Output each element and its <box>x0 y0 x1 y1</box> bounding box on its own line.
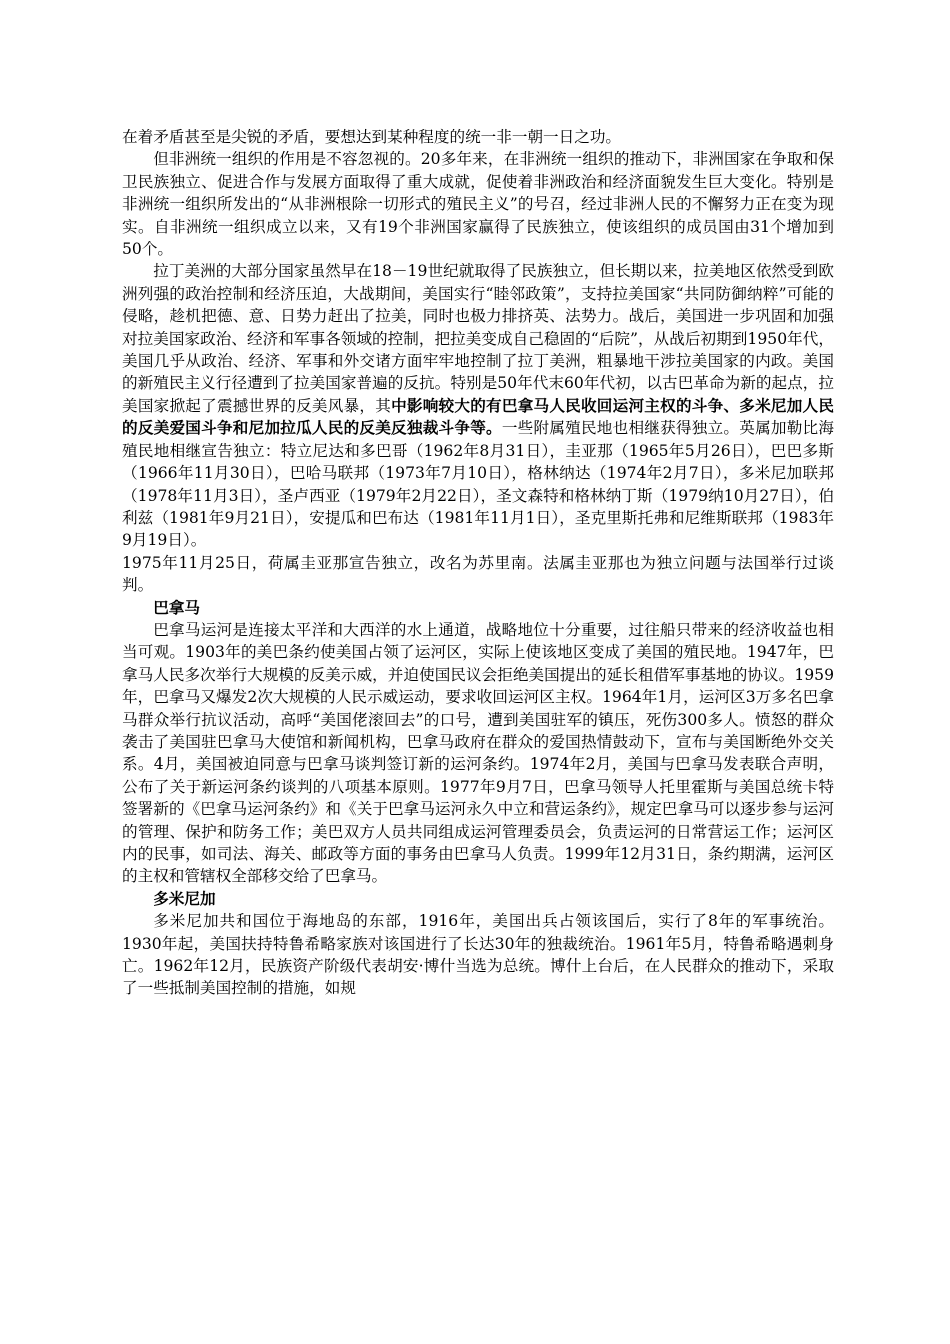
paragraph-continuation: 在着矛盾甚至是尖锐的矛盾，要想达到某种程度的统一非一朝一日之功。 <box>122 128 622 146</box>
latin-america-independence-text: 一些附属殖民地也相继获得独立。英属加勒比海殖民地相继宣告独立：特立尼达和多巴哥（1962年8月31日），圭亚那（1965年5月26日），巴巴多斯（1966年11月30日），巴哈马联邦（1973年7月10日），格林纳达（1974年2月7日），多米尼加联邦（1978年11月3日），圣卢西亚（1979年2月22日），圣文森特和格林纳丁斯（1979纳10月27日），伯利兹（1981年9月21日），安提瓜和巴布达（1981年11月1日），圣克里斯托弗和尼维斯联邦（1983年9月19日）。 <box>122 419 834 550</box>
paragraph-oau: 但非洲统一组织的作用是不容忽视的。20多年来，在非洲统一组织的推动下，非洲国家在争取和保卫民族独立、促进合作与发展方面取得了重大成就，促使着非洲政治和经济面貌发生巨大变化。特别是非洲统一组织所发出的“从非洲根除一切形式的殖民主义”的号召，经过非洲人民的不懈努力正在变为现实。自非洲统一组织成立以来，又有19个非洲国家赢得了民族独立，使该组织的成员国由31个增加到50个。 <box>122 150 834 259</box>
heading-panama: 巴拿马 <box>153 597 200 617</box>
latin-america-bold-text: 中影响较大的有巴拿马人民收回运河主权的斗争、多米尼加人民的反美爱国斗争和尼加拉瓜人民的反美反独裁斗争等。 <box>122 395 834 438</box>
paragraph-suriname: 1975年11月25日，荷属圭亚那宣告独立，改名为苏里南。法属圭亚那也为独立问题与法国举行过谈判。 <box>122 553 834 595</box>
paragraph-panama: 巴拿马运河是连接太平洋和大西洋的水上通道，战略地位十分重要，过往船只带来的经济收益也相当可观。1903年的美巴条约使美国占领了运河区，实际上使该地区变成了美国的殖民地。1947年，巴拿马人民多次举行大规模的反美示威，并迫使国民议会拒绝美国提出的延长租借军事基地的协议。1959年，巴拿马又爆发2次大规模的人民示威运动，要求收回运河区主权。1964年1月，运河区3万多名巴拿马群众举行抗议活动，高呼“美国佬滚回去”的口号，遭到美国驻军的镇压，死伤300多人。愤怒的群众袭击了美国驻巴拿马大使馆和新闻机构，巴拿马政府在群众的爱国热情鼓动下，宣布与美国断绝外交关系。4月，美国被迫同意与巴拿马谈判签订新的运河条约。1974年2月，美国与巴拿马发表联合声明，公布了关于新运河条约谈判的八项基本原则。1977年9月7日，巴拿马领导人托里霍斯与美国总统卡特签署新的《巴拿马运河条约》和《关于巴拿马运河永久中立和营运条约》，规定巴拿马可以逐步参与运河的管理、保护和防务工作；美巴双方人员共同组成运河管理委员会，负责运河的日常营运工作；运河区内的民事，如司法、海关、邮政等方面的事务由巴拿马人负责。1999年12月31日，条约期满，运河区的主权和管辖权全部移交给了巴拿马。 <box>122 620 834 886</box>
heading-dominican: 多米尼加 <box>153 888 216 908</box>
paragraph-dominican: 多米尼加共和国位于海地岛的东部，1916年，美国出兵占领该国后，实行了8年的军事统治。1930年起，美国扶持特鲁希略家族对该国进行了长达30年的独裁统治。1961年5月，特鲁希略遇刺身亡。1962年12月，民族资产阶级代表胡安·博什当选为总统。博什上台后，在人民群众的推动下，采取了一些抵制美国控制的措施，如规 <box>122 912 834 998</box>
paragraph-latin-america <box>122 260 834 551</box>
latin-america-text: 拉丁美洲的大部分国家虽然早在18－19世纪就取得了民族独立，但长期以来，拉美地区依然受到欧洲列强的政治控制和经济压迫，大战期间，美国实行“睦邻政策”，支持拉美国家“共同防御纳粹”可能的侵略，趁机把德、意、日势力赶出了拉美，同时也极力排挤英、法势力。战后，美国进一步巩固和加强对拉美国家政治、经济和军事各领域的控制，把拉美变成自己稳固的“后院”，从战后初期到1950年代，美国几乎从政治、经济、军事和外交诸方面牢牢地控制了拉丁美洲，粗暴地干涉拉美国家的内政。美国的新殖民主义行径遭到了拉美国家普遍的反抗。特别是50年代末60年代初，以古巴革命为新的起点，拉美国家掀起了震撼世界的反美风暴，其 <box>122 262 834 415</box>
document-body <box>122 126 834 1000</box>
